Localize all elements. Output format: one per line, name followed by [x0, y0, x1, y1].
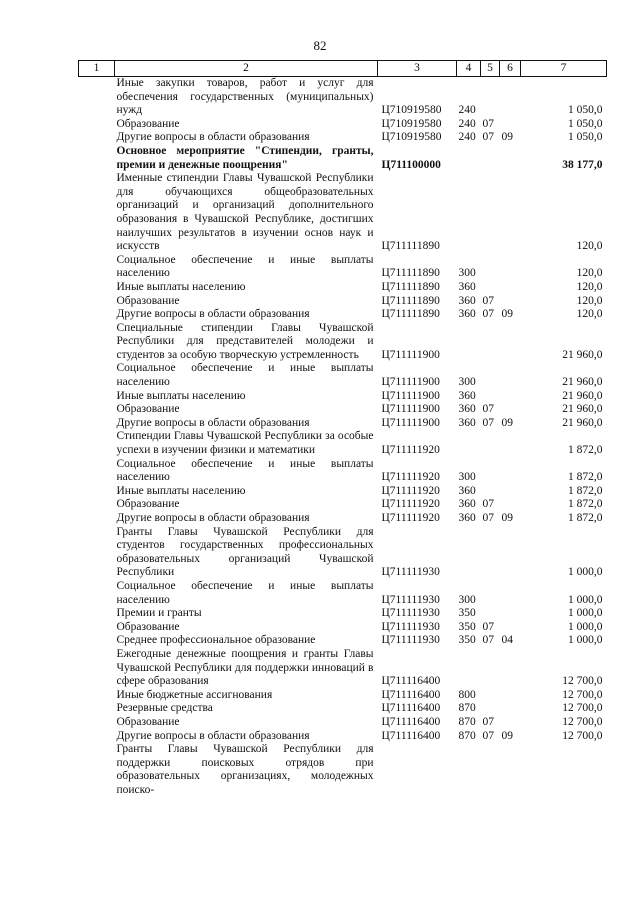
table-row [79, 77, 607, 118]
index-cell [79, 607, 115, 621]
amount: 120,0 [576, 240, 603, 253]
section-code [481, 485, 500, 499]
section-code [481, 390, 500, 404]
column-header: 6 [500, 61, 521, 77]
subsection-code: 04 [501, 634, 513, 647]
subsection-code: 09 [501, 729, 513, 742]
table-row [79, 295, 607, 309]
amount: 1 050,0 [568, 131, 603, 144]
column-header: 2 [115, 61, 378, 77]
expense-type: 300 [458, 267, 476, 280]
page-number: 82 [313, 38, 327, 53]
amount [521, 743, 607, 797]
expense-type [457, 526, 481, 580]
index-cell [79, 485, 115, 499]
subsection-code [500, 403, 521, 417]
subsection-code [500, 580, 521, 607]
header-row [79, 61, 607, 77]
item-name: Иные бюджетные ассигнования [116, 688, 273, 701]
target-code: Ц711116400 [381, 715, 441, 728]
expense-type: 350 [458, 634, 476, 647]
section-code [481, 281, 500, 295]
item-name: Образование [116, 498, 180, 511]
table-body [79, 77, 607, 798]
item-name: Социальное обеспечение и иные выплаты населению [116, 253, 374, 280]
expense-type: 360 [458, 280, 476, 293]
target-code: Ц711116400 [381, 729, 441, 742]
amount: 1 872,0 [568, 444, 603, 457]
expense-type: 360 [458, 308, 476, 321]
amount: 1 000,0 [568, 634, 603, 647]
section-code [481, 362, 500, 389]
index-cell [79, 430, 115, 457]
subsection-code: 09 [501, 308, 513, 321]
expense-type: 240 [458, 131, 476, 144]
section-code [481, 145, 500, 172]
subsection-code [500, 689, 521, 703]
index-cell [79, 281, 115, 295]
amount: 12 700,0 [562, 729, 603, 742]
target-code: Ц711116400 [381, 675, 441, 688]
item-name: Иные выплаты населению [116, 389, 246, 402]
item-name: Иные выплаты населению [116, 280, 246, 293]
amount: 1 000,0 [568, 620, 603, 633]
index-cell [79, 362, 115, 389]
target-code: Ц711111900 [381, 416, 440, 429]
index-cell [79, 730, 115, 744]
section-code [481, 648, 500, 689]
expense-type: 870 [458, 702, 476, 715]
item-name: Социальное обеспечение и иные выплаты населению [116, 457, 374, 484]
table-row [79, 308, 607, 322]
table-row [79, 417, 607, 431]
target-code: Ц711111920 [381, 484, 440, 497]
section-code: 07 [482, 634, 494, 647]
table-header [79, 61, 607, 77]
item-name: Стипендии Главы Чувашской Республики за особые успехи в изучении физики и математики [116, 430, 374, 457]
target-code: Ц711111930 [381, 593, 440, 606]
section-code: 07 [482, 294, 494, 307]
target-code: Ц711111930 [381, 566, 440, 579]
amount: 1 000,0 [568, 593, 603, 606]
index-cell [79, 322, 115, 363]
target-code: Ц711111900 [381, 376, 440, 389]
subsection-code [500, 498, 521, 512]
subsection-code [500, 118, 521, 132]
index-cell [79, 172, 115, 254]
expense-type [457, 648, 481, 689]
subsection-code [500, 172, 521, 254]
section-code: 07 [482, 403, 494, 416]
amount: 21 960,0 [562, 416, 603, 429]
target-code [378, 743, 457, 797]
amount: 21 960,0 [562, 376, 603, 389]
target-code: Ц711111900 [381, 348, 440, 361]
table-row [79, 322, 607, 363]
subsection-code [500, 145, 521, 172]
table-row [79, 716, 607, 730]
expense-type: 360 [458, 498, 476, 511]
target-code: Ц711111920 [381, 498, 440, 511]
section-code [481, 743, 500, 797]
section-code [481, 580, 500, 607]
section-code: 07 [482, 715, 494, 728]
table-row [79, 512, 607, 526]
item-name: Резервные средства [116, 702, 213, 715]
item-name: Иные выплаты населению [116, 484, 246, 497]
expense-type: 360 [458, 294, 476, 307]
amount: 1 872,0 [568, 498, 603, 511]
item-name: Другие вопросы в области образования [116, 131, 310, 144]
index-cell [79, 390, 115, 404]
section-code [481, 322, 500, 363]
subsection-code [500, 322, 521, 363]
table-row [79, 254, 607, 281]
section-code [481, 526, 500, 580]
amount: 12 700,0 [562, 702, 603, 715]
subsection-code [500, 281, 521, 295]
target-code: Ц711100000 [381, 158, 441, 171]
subsection-code [500, 716, 521, 730]
index-cell [79, 743, 115, 797]
table-row [79, 526, 607, 580]
table-row [79, 390, 607, 404]
target-code: Ц711116400 [381, 688, 441, 701]
column-header: 3 [378, 61, 457, 77]
table-row [79, 648, 607, 689]
subsection-code [500, 702, 521, 716]
expense-type: 360 [458, 403, 476, 416]
expense-type: 300 [458, 593, 476, 606]
item-name: Иные закупки товаров, работ и услуг для обеспечения государственных (муниципальных) нужд [116, 77, 374, 117]
target-code: Ц711111890 [381, 308, 440, 321]
table-row [79, 281, 607, 295]
item-name: Социальное обеспечение и иные выплаты населению [116, 579, 374, 606]
section-code: 07 [482, 512, 494, 524]
amount: 38 177,0 [562, 158, 603, 171]
budget-table [78, 60, 607, 797]
expense-type: 360 [458, 416, 476, 429]
expense-type [457, 145, 481, 172]
item-name: Образование [116, 294, 180, 307]
item-name: Премии и гранты [116, 607, 202, 620]
target-code: Ц710919580 [381, 104, 442, 117]
index-cell [79, 308, 115, 322]
item-name: Другие вопросы в области образования [116, 729, 310, 742]
subsection-code [500, 254, 521, 281]
section-code [481, 172, 500, 254]
section-code: 07 [482, 498, 494, 511]
amount: 12 700,0 [562, 688, 603, 701]
column-header: 7 [521, 61, 607, 77]
amount: 120,0 [576, 280, 603, 293]
expense-type: 360 [458, 512, 476, 524]
amount: 21 960,0 [562, 389, 603, 402]
index-cell [79, 648, 115, 689]
amount: 1 050,0 [568, 104, 603, 117]
subsection-code [500, 743, 521, 797]
section-code [481, 689, 500, 703]
item-name: Образование [116, 403, 180, 416]
target-code: Ц710919580 [381, 117, 442, 130]
target-code: Ц711111890 [381, 294, 440, 307]
subsection-code [500, 607, 521, 621]
section-code: 07 [482, 416, 494, 429]
table-row [79, 689, 607, 703]
subsection-code: 09 [501, 512, 513, 524]
amount: 12 700,0 [562, 715, 603, 728]
table-row [79, 172, 607, 254]
section-code: 07 [482, 620, 494, 633]
target-code: Ц711111890 [381, 280, 440, 293]
table-row [79, 743, 607, 797]
subsection-code [500, 77, 521, 118]
index-cell [79, 716, 115, 730]
section-code: 07 [482, 131, 494, 144]
expense-type: 350 [458, 607, 476, 620]
index-cell [79, 458, 115, 485]
amount: 1 872,0 [568, 484, 603, 497]
item-name: Другие вопросы в области образования [116, 416, 310, 429]
target-code: Ц711111920 [381, 512, 440, 524]
index-cell [79, 131, 115, 145]
amount: 120,0 [576, 308, 603, 321]
table-row [79, 730, 607, 744]
target-code: Ц711111890 [381, 240, 440, 253]
column-header: 4 [457, 61, 481, 77]
expense-type: 300 [458, 471, 476, 484]
item-name: Именные стипендии Главы Чувашской Республики для обучающихся общеобразовательных организаций и организаций дополнительного образования в Чувашской Республике, достигших наилучших результатов в изучении основ наук и искусств [116, 172, 374, 253]
subsection-code [500, 390, 521, 404]
expense-type [457, 743, 481, 797]
item-name: Образование [116, 620, 180, 633]
section-code [481, 430, 500, 457]
index-cell [79, 295, 115, 309]
target-code: Ц711111900 [381, 389, 440, 402]
amount: 12 700,0 [562, 675, 603, 688]
index-cell [79, 580, 115, 607]
index-cell [79, 689, 115, 703]
table-row [79, 403, 607, 417]
subsection-code [500, 362, 521, 389]
table-row [79, 145, 607, 172]
amount: 1 050,0 [568, 117, 603, 130]
target-code: Ц711116400 [381, 702, 441, 715]
table-row [79, 607, 607, 621]
index-cell [79, 417, 115, 431]
expense-type: 350 [458, 620, 476, 633]
section-code [481, 702, 500, 716]
table-row [79, 118, 607, 132]
subsection-code [500, 430, 521, 457]
index-cell [79, 621, 115, 635]
item-name: Гранты Главы Чувашской Республики для поддержки поисковых отрядов при образовательных организациях, молодежных поиско- [116, 743, 374, 796]
subsection-code [500, 295, 521, 309]
item-name: Основное мероприятие "Стипендии, гранты, премии и денежные поощрения" [116, 144, 374, 171]
index-cell [79, 702, 115, 716]
expense-type: 240 [458, 104, 476, 117]
column-header: 1 [79, 61, 115, 77]
item-name: Образование [116, 715, 180, 728]
expense-type [457, 322, 481, 363]
subsection-code [500, 526, 521, 580]
item-name: Социальное обеспечение и иные выплаты населению [116, 362, 374, 389]
item-name: Ежегодные денежные поощрения и гранты Главы Чувашской Республики для поддержки инноваций в сфере образования [116, 647, 374, 688]
section-code: 07 [482, 729, 494, 742]
item-name: Образование [116, 117, 180, 130]
subsection-code [500, 458, 521, 485]
target-code: Ц711111930 [381, 607, 440, 620]
expense-type [457, 430, 481, 457]
item-name: Гранты Главы Чувашской Республики для студентов государственных профессиональных образовательных организаций Чувашской Республики [116, 525, 374, 579]
amount: 120,0 [576, 267, 603, 280]
table-row [79, 430, 607, 457]
expense-type: 300 [458, 376, 476, 389]
amount: 1 000,0 [568, 607, 603, 620]
subsection-code [500, 621, 521, 635]
table-row [79, 621, 607, 635]
subsection-code [500, 485, 521, 499]
amount: 120,0 [576, 294, 603, 307]
section-code: 07 [482, 117, 494, 130]
amount: 1 872,0 [568, 471, 603, 484]
table-row [79, 362, 607, 389]
table-row [79, 702, 607, 716]
expense-type: 360 [458, 484, 476, 497]
amount: 1 000,0 [568, 566, 603, 579]
subsection-code: 09 [501, 131, 513, 144]
target-code: Ц711111930 [381, 620, 440, 633]
index-cell [79, 512, 115, 526]
item-name: Другие вопросы в области образования [116, 308, 310, 321]
index-cell [79, 145, 115, 172]
index-cell [79, 403, 115, 417]
expense-type: 240 [458, 117, 476, 130]
section-code [481, 607, 500, 621]
index-cell [79, 526, 115, 580]
table-row [79, 580, 607, 607]
index-cell [79, 498, 115, 512]
subsection-code [500, 648, 521, 689]
item-name: Другие вопросы в области образования [116, 512, 310, 524]
subsection-code: 09 [501, 416, 513, 429]
expense-type: 800 [458, 688, 476, 701]
index-cell [79, 118, 115, 132]
amount: 21 960,0 [562, 348, 603, 361]
table-row [79, 634, 607, 648]
column-header: 5 [481, 61, 500, 77]
amount: 1 872,0 [568, 512, 603, 524]
expense-type: 360 [458, 389, 476, 402]
index-cell [79, 77, 115, 118]
table-row [79, 458, 607, 485]
section-code [481, 254, 500, 281]
target-code: Ц711111920 [381, 471, 440, 484]
section-code [481, 77, 500, 118]
item-name: Среднее профессиональное образование [116, 634, 316, 647]
index-cell [79, 634, 115, 648]
expense-type: 870 [458, 715, 476, 728]
target-code: Ц711111900 [381, 403, 440, 416]
expense-type [457, 172, 481, 254]
target-code: Ц711111930 [381, 634, 440, 647]
expense-type: 870 [458, 729, 476, 742]
section-code: 07 [482, 308, 494, 321]
table-row [79, 485, 607, 499]
table-row [79, 498, 607, 512]
target-code: Ц711111890 [381, 267, 440, 280]
item-name: Специальные стипендии Главы Чувашской Республики для представителей молодежи и студентов за особую творческую устремленность [116, 321, 374, 361]
amount: 21 960,0 [562, 403, 603, 416]
section-code [481, 458, 500, 485]
target-code: Ц710919580 [381, 131, 442, 144]
index-cell [79, 254, 115, 281]
target-code: Ц711111920 [381, 444, 440, 457]
table-row [79, 131, 607, 145]
